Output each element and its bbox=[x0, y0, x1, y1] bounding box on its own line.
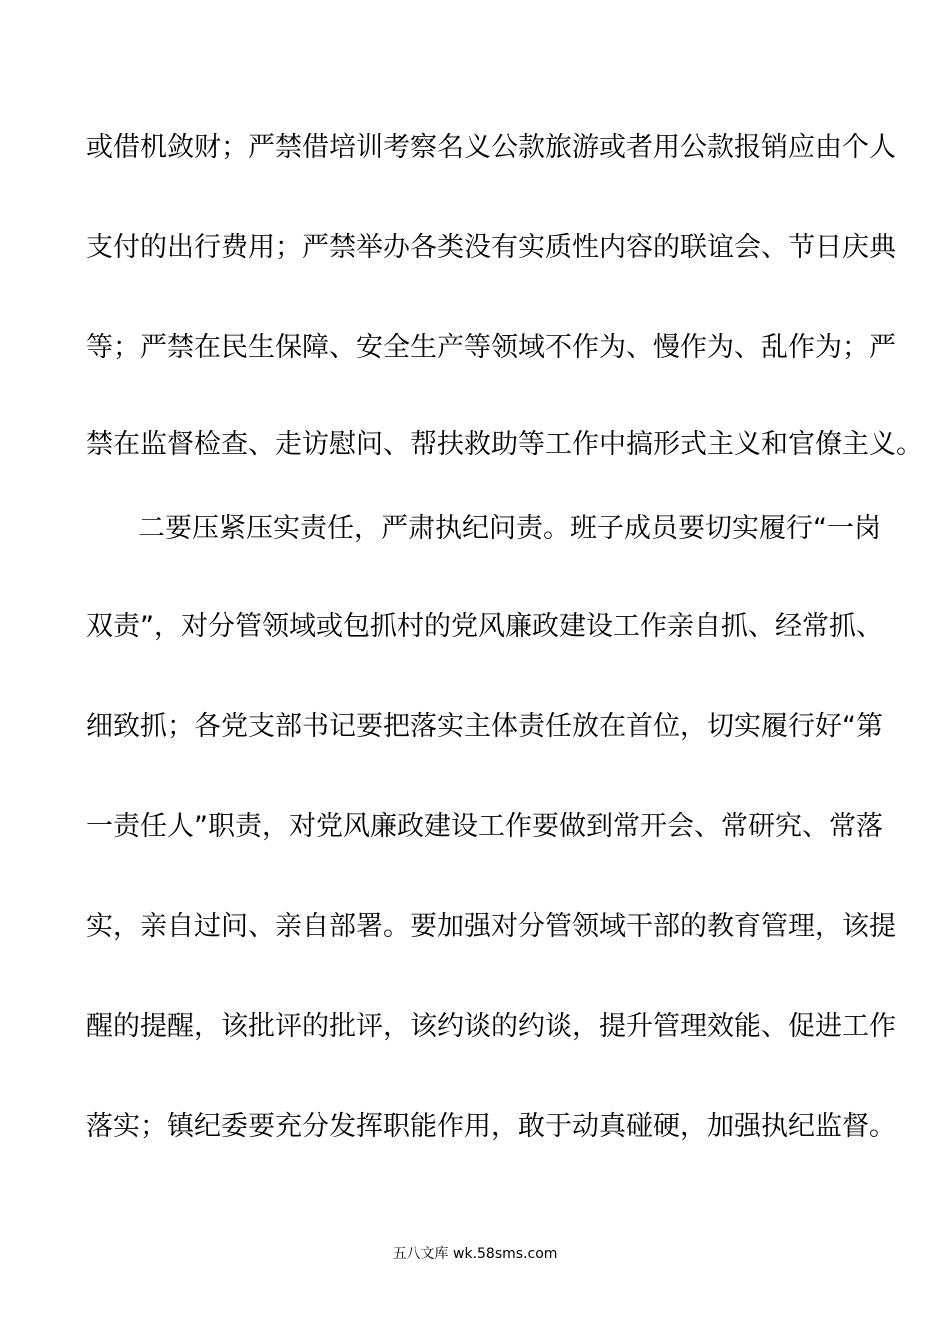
paragraph-line-8: 一责任人”职责，对党风廉政建设工作要做到常开会、常研究、常落 bbox=[86, 811, 883, 842]
paragraph-line-6: 双责”，对分管领域或包抓村的党风廉政建设工作亲自抓、经常抓、 bbox=[86, 611, 883, 642]
paragraph-line-3: 等；严禁在民生保障、安全生产等领域不作为、慢作为、乱作为；严 bbox=[86, 332, 896, 363]
paragraph-line-2: 支付的出行费用；严禁举办各类没有实质性内容的联谊会、节日庆典 bbox=[86, 232, 896, 263]
paragraph-line-10: 醒的提醒，该批评的批评，该约谈的约谈，提升管理效能、促进工作 bbox=[86, 1011, 896, 1042]
paragraph-line-1: 或借机敛财；严禁借培训考察名义公款旅游或者用公款报销应由个人 bbox=[86, 132, 896, 163]
paragraph-line-4: 禁在监督检查、走访慰问、帮扶救助等工作中搞形式主义和官僚主义。 bbox=[86, 429, 923, 460]
paragraph-line-9: 实，亲自过问、亲自部署。要加强对分管领域干部的教育管理，该提 bbox=[86, 911, 896, 942]
paragraph-line-11: 落实；镇纪委要充分发挥职能作用，敢于动真碰硬，加强执纪监督。 bbox=[86, 1111, 896, 1142]
paragraph-line-7: 细致抓；各党支部书记要把落实主体责任放在首位，切实履行好“第 bbox=[86, 711, 883, 742]
paragraph-line-5: 二要压紧压实责任，严肃执纪问责。班子成员要切实履行“一岗 bbox=[138, 513, 881, 544]
page-footer: 五八文库 wk.58sms.com bbox=[392, 1246, 558, 1262]
